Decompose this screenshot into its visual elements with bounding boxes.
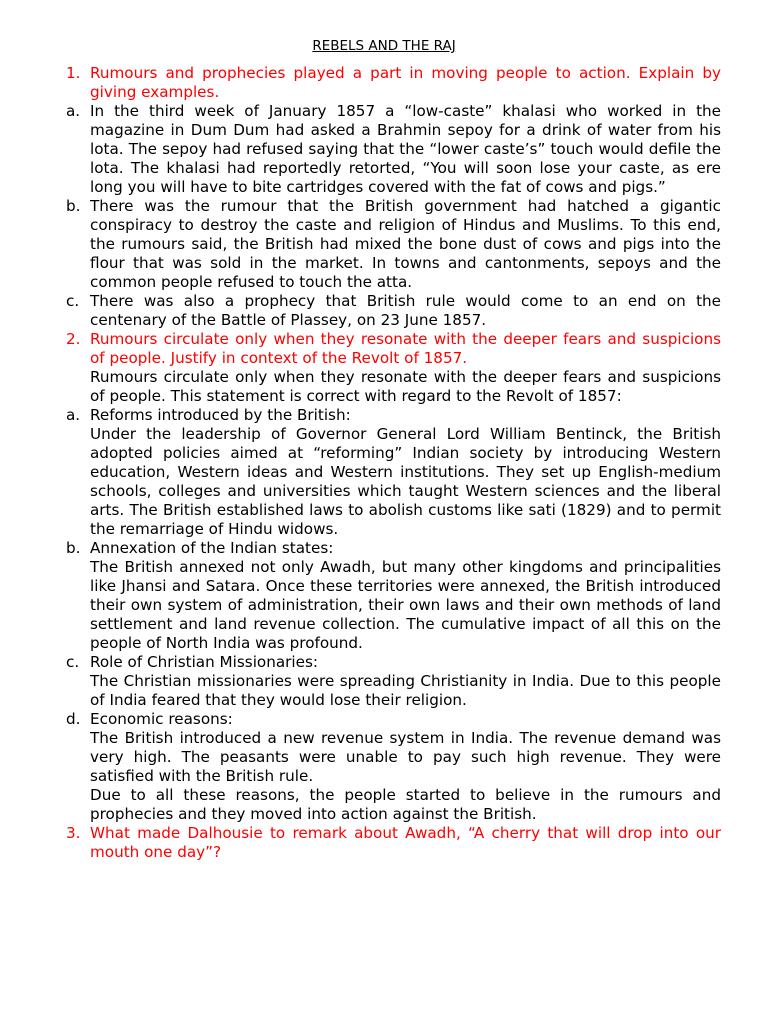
answer-point-2c <box>66 653 721 710</box>
point-body: The British annexed not only Awadh, but many other kingdoms and principalities like Jhansi and Satara. Once these territories were annexed, the British introduced their own system of administration, their own laws and their own methods of land settlement and land revenue collection. The cumulative impact of all this on the people of North India was profound. <box>90 558 721 652</box>
question-text: Rumours circulate only when they resonate with the deeper fears and suspicions of people. Justify in context of the Revolt of 1857. <box>90 330 721 367</box>
answer-point-1a <box>66 102 721 197</box>
question-3 <box>66 824 721 862</box>
answer-point-1c <box>66 292 721 330</box>
point-letter: d. <box>66 710 81 728</box>
question-1 <box>66 64 721 102</box>
point-heading: Economic reasons: <box>90 710 233 728</box>
point-text: There was also a prophecy that British rule would come to an end on the centenary of the Battle of Plassey, on 23 June 1857. <box>90 292 721 329</box>
document-content <box>66 64 721 862</box>
point-text: There was the rumour that the British government had hatched a gigantic conspiracy to destroy the caste and religion of Hindus and Muslims. To this end, the rumours said, the British had mixed the bone dust of cows and pigs into the flour that was sold in the market. In towns and cantonments, sepoys and the common people refused to touch the atta. <box>90 197 721 291</box>
point-heading: Reforms introduced by the British: <box>90 406 351 424</box>
point-letter: a. <box>66 102 81 120</box>
point-letter: a. <box>66 406 81 424</box>
point-heading: Role of Christian Missionaries: <box>90 653 318 671</box>
question-number: 1. <box>66 64 81 82</box>
answer-point-1b <box>66 197 721 292</box>
point-letter: b. <box>66 197 81 215</box>
point-heading: Annexation of the Indian states: <box>90 539 334 557</box>
point-body: The Christian missionaries were spreading Christianity in India. Due to this people of India feared that they would lose their religion. <box>90 672 721 709</box>
question-text: What made Dalhousie to remark about Awadh, “A cherry that will drop into our mouth one day”? <box>90 824 721 861</box>
answer-intro: Rumours circulate only when they resonate with the deeper fears and suspicions of people. This statement is correct with regard to the Revolt of 1857: <box>90 368 721 405</box>
question-number: 3. <box>66 824 81 842</box>
point-letter: c. <box>66 292 80 310</box>
answer-point-2d <box>66 710 721 824</box>
point-letter: b. <box>66 539 81 557</box>
answer-point-2a <box>66 406 721 539</box>
point-body: The British introduced a new revenue system in India. The revenue demand was very high. The peasants were unable to pay such high revenue. They were satisfied with the British rule. <box>90 729 721 785</box>
question-number: 2. <box>66 330 81 348</box>
question-2 <box>66 330 721 406</box>
point-conclusion: Due to all these reasons, the people started to believe in the rumours and prophecies and they moved into action against the British. <box>90 786 721 823</box>
point-body: Under the leadership of Governor General Lord William Bentinck, the British adopted policies aimed at “reforming” Indian society by introducing Western education, Western ideas and Western institutions. They set up English-medium schools, colleges and universities which taught Western sciences and the liberal arts. The British established laws to abolish customs like sati (1829) and to permit the remarriage of Hindu widows. <box>90 425 721 538</box>
question-text: Rumours and prophecies played a part in moving people to action. Explain by giving examples. <box>90 64 721 101</box>
document-title: REBELS AND THE RAJ <box>312 38 456 54</box>
point-text: In the third week of January 1857 a “low-caste” khalasi who worked in the magazine in Dum Dum had asked a Brahmin sepoy for a drink of water from his lota. The sepoy had refused saying that the “lower caste’s” touch would defile the lota. The khalasi had reportedly retorted, “You will soon lose your caste, as ere long you will have to bite cartridges covered with the fat of cows and pigs.” <box>90 102 721 196</box>
answer-point-2b <box>66 539 721 653</box>
point-letter: c. <box>66 653 80 671</box>
